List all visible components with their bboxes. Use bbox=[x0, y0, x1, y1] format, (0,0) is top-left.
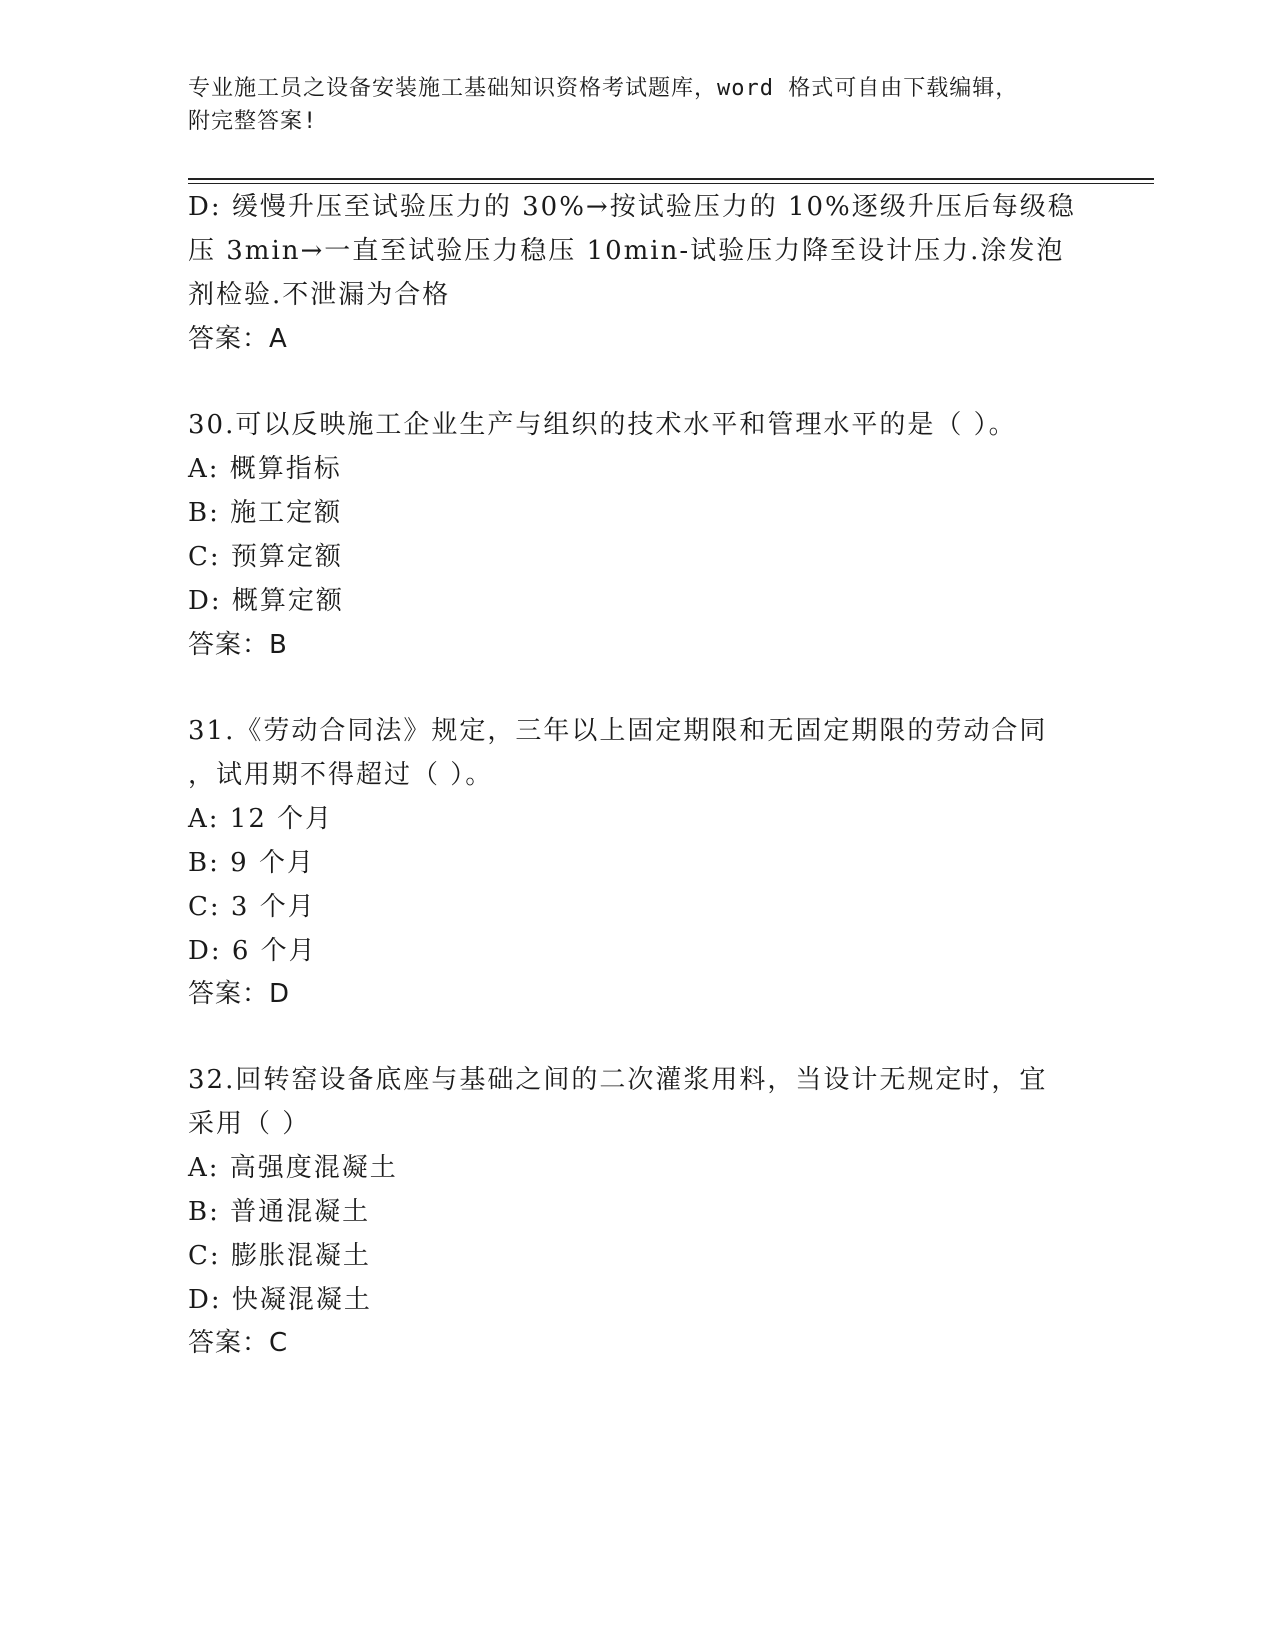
header-title-line-2: 附完整答案! bbox=[188, 109, 318, 134]
q31-option-a: A: 12 个月 bbox=[188, 804, 334, 834]
q29-answer: 答案：A bbox=[188, 324, 288, 354]
q29-option-d-line-3: 剂检验.不泄漏为合格 bbox=[188, 280, 451, 310]
q31-option-d: D: 6 个月 bbox=[188, 936, 317, 966]
q31-answer: 答案：D bbox=[188, 979, 291, 1009]
q30-option-b: B: 施工定额 bbox=[188, 498, 343, 528]
q32-option-a: A: 高强度混凝土 bbox=[188, 1153, 398, 1183]
q31-option-c: C: 3 个月 bbox=[188, 892, 316, 922]
q29-option-d-line-2: 压 3min→一直至试验压力稳压 10min-试验压力降至设计压力.涂发泡 bbox=[188, 236, 1065, 266]
q31-option-b: B: 9 个月 bbox=[188, 848, 315, 878]
q29-option-d-line-1: D: 缓慢升压至试验压力的 30%→按试验压力的 10%逐级升压后每级稳 bbox=[188, 192, 1076, 222]
q32-question-line-2: 采用（ ） bbox=[188, 1109, 311, 1139]
q32-option-b: B: 普通混凝土 bbox=[188, 1197, 371, 1227]
q32-question-line-1: 32.回转窑设备底座与基础之间的二次灌浆用料，当设计无规定时，宜 bbox=[188, 1065, 1048, 1095]
q30-question: 30.可以反映施工企业生产与组织的技术水平和管理水平的是（ ）。 bbox=[188, 410, 1017, 440]
q31-question-line-2: ，试用期不得超过（ ）。 bbox=[188, 760, 494, 790]
q30-answer: 答案：B bbox=[188, 630, 288, 660]
q30-option-d: D: 概算定额 bbox=[188, 586, 344, 616]
q32-option-c: C: 膨胀混凝土 bbox=[188, 1241, 371, 1271]
q30-option-a: A: 概算指标 bbox=[188, 454, 342, 484]
header-divider-thick bbox=[188, 178, 1154, 180]
document-header bbox=[188, 72, 1068, 138]
q32-answer: 答案：C bbox=[188, 1328, 289, 1358]
q30-option-c: C: 预算定额 bbox=[188, 542, 343, 572]
header-title-line-1: 专业施工员之设备安装施工基础知识资格考试题库，word 格式可自由下载编辑， bbox=[188, 76, 1019, 101]
q31-question-line-1: 31.《劳动合同法》规定，三年以上固定期限和无固定期限的劳动合同 bbox=[188, 716, 1048, 746]
q32-option-d: D: 快凝混凝土 bbox=[188, 1285, 372, 1315]
header-divider-thin bbox=[188, 183, 1154, 184]
